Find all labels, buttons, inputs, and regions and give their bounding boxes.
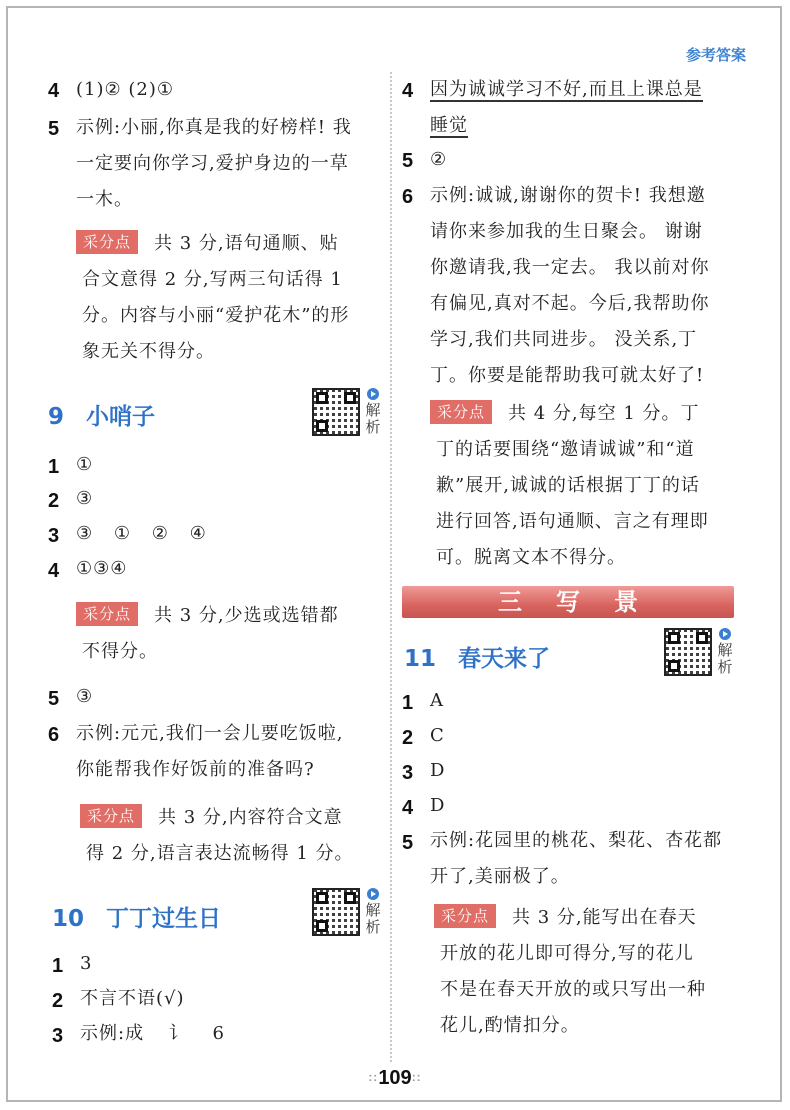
answer-text: 不言不语(√) [80,988,185,1009]
play-icon [719,628,731,640]
scoring-note: 采分点 共 4 分,每空 1 分。丁 丁的话要围绕“邀请诚诚”和“道 歉”展开,诚诚的话根据丁丁的话 进行回答,语句通顺、言之有理即 可。脱离文本不得分。 [430,396,740,576]
play-icon [367,388,379,400]
q-number: 3 [52,1025,64,1047]
qr-code-icon[interactable] [312,388,360,436]
q-number: 4 [402,80,414,102]
analysis-link[interactable]: 解析 [364,388,382,436]
answer-text: 3 [80,953,93,974]
answer-text: 示例:花园里的桃花、梨花、杏花都 开了,美丽极了。 [430,830,723,887]
q-number: 4 [48,80,60,102]
answer-text: (1)② (2)① [76,79,174,100]
q-number: 1 [52,955,64,977]
scoring-tag: 采分点 [76,230,138,254]
play-icon [367,888,379,900]
analysis-link[interactable]: 解析 [364,888,382,936]
answer-text: ① [76,454,94,475]
qr-code-icon[interactable] [664,628,712,676]
scoring-note: 采分点 共 3 分,语句通顺、贴 合文意得 2 分,写两三句话得 1 分。内容与小丽“爱护花木”的形 象无关不得分。 [76,226,386,370]
q-number: 4 [402,797,414,819]
q-number: 2 [48,490,60,512]
answer-text: D [430,760,446,781]
q-number: 1 [402,692,414,714]
q-number: 2 [52,990,64,1012]
column-divider [390,72,392,1062]
scoring-note: 采分点 共 3 分,内容符合文意 得 2 分,语言表达流畅得 1 分。 [80,800,386,872]
scoring-tag: 采分点 [430,400,492,424]
unit-banner: 三写景 [402,586,734,618]
q-number: 5 [48,688,60,710]
answer-text: ③ ① ② ④ [76,523,207,544]
section-title: 9 小哨子 [48,404,156,430]
q-number: 5 [402,150,414,172]
answer-text: 示例:元元,我们一会儿要吃饭啦, 你能帮我作好饭前的准备吗? [76,723,344,780]
section-title: 11 春天来了 [404,646,551,672]
scoring-note: 采分点 共 3 分,少选或选错都 不得分。 [76,598,386,670]
page-header: 参考答案 [685,46,746,64]
q-number: 4 [48,560,60,582]
section-title: 10 丁丁过生日 [52,906,222,932]
q-number: 6 [402,186,414,208]
q-number: 6 [48,724,60,746]
q-number: 3 [48,525,60,547]
answer-text: ③ [76,488,94,509]
scoring-tag: 采分点 [76,602,138,626]
answer-text: 示例:成 讠 6 [80,1023,225,1044]
analysis-link[interactable]: 解析 [716,628,734,676]
answer-text: 因为诚诚学习不好,而且上课总是 睡觉 [430,79,703,136]
answer-text: ①③④ [76,558,128,579]
q-number: 5 [402,832,414,854]
q-number: 2 [402,727,414,749]
qr-code-icon[interactable] [312,888,360,936]
scoring-tag: 采分点 [80,804,142,828]
answer-text: C [430,725,445,746]
scoring-note: 采分点 共 3 分,能写出在春天 开放的花儿即可得分,写的花儿 不是在春天开放的或只写出一种 花儿,酌情扣分。 [434,900,740,1044]
page-number: ::109:: [368,1067,422,1089]
answer-text: ③ [76,686,94,707]
scoring-tag: 采分点 [434,904,496,928]
answer-text: 示例:小丽,你真是我的好榜样! 我 一定要向你学习,爱护身边的一草 一木。 [76,117,352,210]
answer-text: 示例:诚诚,谢谢你的贺卡! 我想邀 请你来参加我的生日聚会。 谢谢 你邀请我,我一定去。 我以前对你 有偏见,真对不起。今后,我帮助你 学习,我们共同进步。 没关系,丁 丁。你要是能帮助我可就太好了! [430,185,710,386]
q-number: 3 [402,762,414,784]
q-number: 5 [48,118,60,140]
q-number: 1 [48,456,60,478]
answer-text: ② [430,149,448,170]
answer-text: A [430,690,444,711]
answer-text: D [430,795,446,816]
